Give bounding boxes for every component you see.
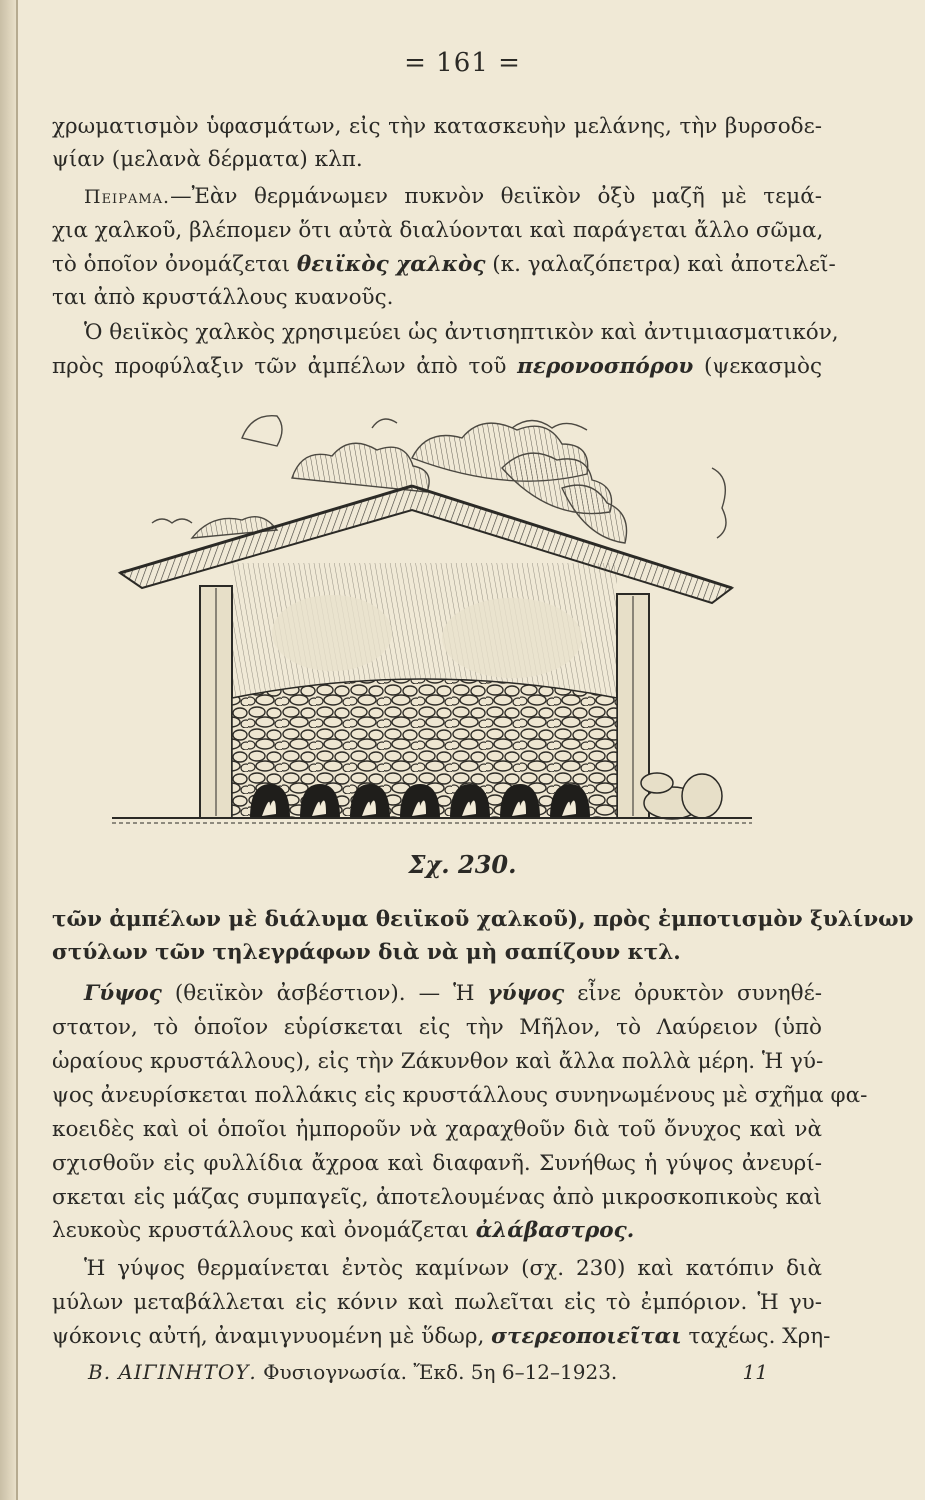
para2-line-2 <box>52 352 822 382</box>
text-line: κοειδὲς καὶ οἱ ὁποῖοι ἠμποροῦν νὰ χαραχθοῦν διὰ τοῦ ὄνυχος καὶ νὰ <box>52 1117 822 1142</box>
text-line: χρωματισμὸν ὑφασμάτων, εἰς τὴν κατασκευὴν μελάνης, τὴν βυρσοδε- <box>52 114 822 139</box>
page-fold-line <box>16 0 18 1500</box>
text-span: λευκοὺς κρυστάλλους καὶ ὀνομάζεται <box>52 1218 476 1243</box>
text-line: ται ἀπὸ κρυστάλλους κυανοῦς. <box>52 285 394 310</box>
smoke-clouds <box>152 416 726 543</box>
page-number: = 161 = <box>404 48 521 78</box>
gypsum-kiln-illustration <box>112 398 752 838</box>
text-line: Ἡ γύψος θερμαίνεται ἐντὸς καμίνων (σχ. 230) καὶ κατόπιν διὰ <box>84 1256 822 1281</box>
term-gypsum: Γύψος <box>84 981 162 1006</box>
gypsum-line-1 <box>84 979 822 1009</box>
text-line: ὡραίους κρυστάλλους), εἰς τὴν Ζάκυνθον καὶ ἄλλα πολλὰ μέρη. Ἡ γύ- <box>52 1049 824 1074</box>
experiment-line-1 <box>84 182 822 212</box>
text-line: ψος ἀνευρίσκεται πολλάκις εἰς κρυστάλλους συνηνωμένους μὲ σχῆμα φα- <box>52 1083 868 1108</box>
para3-line-2 <box>52 938 822 968</box>
footer-sheet-number: 11 <box>742 1360 768 1384</box>
text-span: στύλων τῶν τηλεγράφων διὰ νὰ μὴ σαπίζουν κτλ. <box>52 940 681 965</box>
text-line: στατον, τὸ ὁποῖον εὑρίσκεται εἰς τὴν Μῆλον, τὸ Λαύρειον (ὑπὸ <box>52 1015 822 1040</box>
text-line: σκεται εἰς μάζας συμπαγεῖς, ἀποτελουμένας ἀπὸ μικροσκοπικοὺς καὶ <box>52 1185 822 1210</box>
page-footer <box>88 1360 768 1384</box>
term-gypsum-2: γύψος <box>487 981 565 1006</box>
para5-line-3 <box>52 1322 831 1352</box>
text-line: χια χαλκοῦ, βλέπομεν ὅτι αὐτὰ διαλύονται καὶ παράγεται ἄλλο σῶμα, <box>52 218 824 243</box>
text-span: (θειϊκὸν ἀσβέστιον). — Ἡ <box>161 981 488 1006</box>
gypsum-line-8 <box>52 1216 822 1246</box>
footer-author: Β. ΑΙΓΙΝΗΤΟΥ. <box>88 1360 257 1384</box>
text-span: εἶνε ὀρυκτὸν συνηθέ- <box>564 981 822 1006</box>
experiment-line-3 <box>52 250 836 280</box>
experiment-label: Πειραμα. <box>84 186 171 208</box>
text-span: —Ἐὰν θερμάνωμεν πυκνὸν θειϊκὸν ὀξὺ μαζῆ μὲ τεμά- <box>170 184 822 209</box>
text-line: τῶν ἀμπέλων μὲ διάλυμα θειϊκοῦ χαλκοῦ), πρὸς ἐμποτισμὸν ξυλίνων <box>52 907 914 932</box>
term-copper-sulfate: θειϊκὸς χαλκὸς <box>296 252 486 277</box>
text-line: μύλων μεταβάλλεται εἰς κόνιν καὶ πωλεῖται εἰς τὸ ἐμπόριον. Ἡ γυ- <box>52 1290 822 1315</box>
text-span: ταχέως. Χρη- <box>681 1324 831 1349</box>
text-line: ψίαν (μελανὰ δέρματα) κλπ. <box>52 147 363 172</box>
text-span: ψόκονις αὐτή, ἀναμιγνυομένη μὲ ὕδωρ, <box>52 1324 492 1349</box>
text-line: σχισθοῦν εἰς φυλλίδια ἄχροα καὶ διαφανῆ. Συνήθως ἡ γύψος ἀνευρί- <box>52 1151 822 1176</box>
text-line: Ὁ θειϊκὸς χαλκὸς χρησιμεύει ὡς ἀντισηπτικὸν καὶ ἀντιμιασματικόν, <box>84 320 839 345</box>
footer-title: Φυσιογνωσία. Ἔκδ. 5η 6–12–1923. <box>256 1360 618 1384</box>
text-span: (ψεκασμὸς <box>693 354 822 379</box>
text-span: (κ. γαλαζόπετρα) καὶ ἀποτελεῖ- <box>485 252 836 277</box>
figure-caption: Σχ. 230. <box>408 850 517 879</box>
side-stones <box>641 773 722 819</box>
term-alabaster: ἀλάβαστρος. <box>475 1218 635 1243</box>
binding-margin <box>0 0 16 1500</box>
term-solidifies: στερεοποιεῖται <box>491 1324 682 1349</box>
text-span: τὸ ὁποῖον ὀνομάζεται <box>52 252 297 277</box>
term-peronospora: περονοσπόρου <box>517 354 694 379</box>
text-span: πρὸς προφύλαξιν τῶν ἀμπέλων ἀπὸ τοῦ <box>52 354 518 379</box>
